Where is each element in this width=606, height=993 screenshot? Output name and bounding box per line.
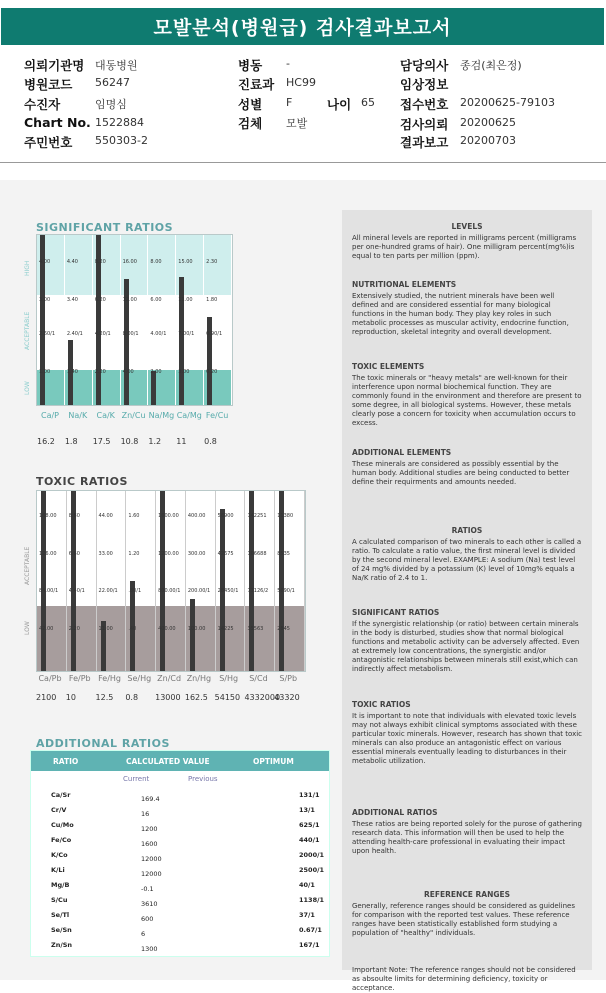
category-label: Fe/Hg xyxy=(98,674,121,683)
value-label: 0.8 xyxy=(125,693,139,702)
current-value: 1600 xyxy=(141,840,158,848)
category-label: Na/Mg xyxy=(148,411,175,420)
value-label: 4332000 xyxy=(244,693,281,702)
value-label: 1.2 xyxy=(148,437,162,446)
col-divider xyxy=(304,491,305,671)
note-body: All mineral levels are reported in milligrams percent (milligrams per one-hundred grams of hair). One milligram percent(mg%)is equal to ten parts per million (ppm). xyxy=(352,234,577,260)
doctor-value: 종검(최은정) xyxy=(460,59,522,72)
category-label: Ca/Mg xyxy=(176,411,202,420)
scale-label: 2.20 xyxy=(94,369,106,375)
note-title: REFERENCE RANGES xyxy=(423,890,511,899)
ratio-name: Se/Tl xyxy=(51,911,70,919)
current-value: 1300 xyxy=(141,945,158,953)
scale-label: 2.40/1 xyxy=(66,331,83,337)
interpretation-notes xyxy=(342,210,592,992)
scale-label: 2.00 xyxy=(150,369,162,375)
note-body: Important Note: The reference ranges should not be considered as absoulte limits for determining deficiency, toxicity or acceptance. xyxy=(352,966,576,992)
additional-table-header xyxy=(31,751,329,771)
note-body: If the synergistic relationship (or ratio) between certain minerals in the body is disturbed, studies show that normal biological functions and metabolic activity can be adversely affected. Even at extremely low concentrations, the synergistic and/or antagonistic relationships between minerals still exist,which can indirectly affect metabolism. xyxy=(352,620,580,673)
scale-label: 6.00 xyxy=(150,297,162,303)
axis-acceptable-label: ACCEPTABLE xyxy=(24,311,31,350)
hospital-label: 의뢰기관명 xyxy=(24,58,85,73)
col-divider xyxy=(92,235,93,405)
toxic-axis-low-label: LOW xyxy=(24,621,31,635)
value-label: 11 xyxy=(176,437,187,446)
category-label: Ca/Pb xyxy=(38,674,62,683)
note-title: SIGNIFICANT RATIOS xyxy=(352,608,440,617)
scale-label: 6.20 xyxy=(94,297,106,303)
note-title: NUTRITIONAL ELEMENTS xyxy=(352,280,457,289)
resident-label: 주민번호 xyxy=(24,135,73,150)
sex-value: F xyxy=(286,96,293,109)
optimum-value: 2500/1 xyxy=(299,866,324,874)
col-divider xyxy=(64,235,65,405)
col-divider xyxy=(66,491,67,671)
ratio-bar xyxy=(190,599,195,671)
scale-label: 168.00 xyxy=(39,513,57,519)
resident-value: 550303-2 xyxy=(95,134,148,147)
note-body: It is important to note that individuals with elevated toxic levels may not always exhibit clinical symptoms associated with these particular toxic minerals. However, research has shown that toxic minerals can also produce an antagonistic effect on various essential minerals eventually leading to disturbances in their metabolic utilization. xyxy=(352,712,583,765)
optimum-value: 37/1 xyxy=(299,911,315,919)
value-label: 10 xyxy=(65,693,76,702)
scale-label: 16.00 xyxy=(122,259,137,265)
current-value: 12000 xyxy=(141,870,162,878)
ward-value: - xyxy=(286,57,290,70)
scale-label: 42.00 xyxy=(39,626,54,632)
clinical-label: 임상정보 xyxy=(400,77,449,92)
collector-label: 수진자 xyxy=(24,97,61,112)
dept-label: 진료과 xyxy=(238,77,275,92)
scale-label: 106688 xyxy=(247,551,267,557)
axis-low-label: LOW xyxy=(24,381,31,395)
note-title: ADDITIONAL RATIOS xyxy=(352,808,438,817)
scale-label: 0.90/1 xyxy=(206,331,223,337)
toxic-ratios-title: TOXIC RATIOS xyxy=(36,475,128,488)
collector-value: 임명심 xyxy=(95,98,127,111)
band-low xyxy=(37,606,305,671)
ratio-name: Cr/V xyxy=(51,806,67,814)
ratio-bar xyxy=(151,371,156,405)
scale-label: 8535 xyxy=(277,551,290,557)
col-divider xyxy=(274,491,275,671)
value-label: 17.5 xyxy=(92,437,111,446)
significant-ratios-chart xyxy=(36,234,233,406)
category-label: S/Hg xyxy=(219,674,239,683)
scale-label: 2.20 xyxy=(68,626,80,632)
scale-label: 8.80 xyxy=(68,513,80,519)
scale-label: 142251 xyxy=(247,513,267,519)
ratio-name: Cu/Mo xyxy=(51,821,74,829)
sample-value: 모발 xyxy=(286,117,308,130)
scale-label: 14225 xyxy=(217,626,234,632)
scale-label: 4.00 xyxy=(122,369,134,375)
col-divider xyxy=(231,235,232,405)
scale-label: 15.00 xyxy=(178,259,193,265)
chart-value: 1522884 xyxy=(95,116,144,129)
scale-label: 35563 xyxy=(247,626,264,632)
ratio-name: K/Co xyxy=(51,851,68,859)
optimum-value: 167/1 xyxy=(299,941,320,949)
scale-label: 33.00 xyxy=(98,551,113,557)
category-label: Fe/Pb xyxy=(68,674,91,683)
scale-label: 1600.00 xyxy=(158,513,179,519)
note-title: TOXIC RATIOS xyxy=(352,700,411,709)
ratio-header: RATIO xyxy=(53,757,79,766)
calculated-header: CALCULATED VALUE xyxy=(126,757,210,766)
scale-label: 5690/1 xyxy=(277,588,295,594)
value-label: 10.8 xyxy=(120,437,139,446)
scale-label: 1200.00 xyxy=(158,551,179,557)
category-label: Fe/Cu xyxy=(205,411,229,420)
scale-label: 3.00 xyxy=(39,297,51,303)
additional-ratios-title: ADDITIONAL RATIOS xyxy=(36,737,170,750)
value-label: 162.5 xyxy=(184,693,208,702)
optimum-value: 40/1 xyxy=(299,881,315,889)
current-value: 169.4 xyxy=(141,795,160,803)
category-label: Ca/K xyxy=(96,411,115,420)
hospital-value: 대동병원 xyxy=(95,59,138,72)
scale-label: 12.00 xyxy=(122,297,137,303)
value-label: 13000 xyxy=(155,693,181,702)
scale-label: 8.20 xyxy=(94,259,106,265)
col-divider xyxy=(185,491,186,671)
col-divider xyxy=(120,235,121,405)
col-divider xyxy=(175,235,176,405)
optimum-value: 0.67/1 xyxy=(299,926,322,934)
scale-label: 28450/1 xyxy=(217,588,239,594)
age-label: 나이 xyxy=(327,97,352,112)
current-value: 16 xyxy=(141,810,150,818)
scale-label: 84.00/1 xyxy=(39,588,59,594)
col-divider xyxy=(96,491,97,671)
note-body: These ratios are being reported solely for the purose of gathering research data. This information will then be used to help the attending health-care professional in evaluating their impact upon health. xyxy=(352,820,582,855)
note-body: The toxic minerals or "heavy metals" are well-known for their interference upon normal biochemical function. They are commonly found in the environment and therefore are present to some degree, in all biological systems. However, these metals clearly pose a concern for toxicity when accumulation occurs to excess. xyxy=(352,374,582,427)
scale-label: 44.00 xyxy=(98,513,113,519)
optimum-value: 625/1 xyxy=(299,821,320,829)
significant-ratios-title: SIGNIFICANT RATIOS xyxy=(36,221,174,234)
ratio-name: K/Li xyxy=(51,866,65,874)
category-label: Se/Hg xyxy=(127,674,152,683)
scale-label: 2.60/1 xyxy=(39,331,55,337)
col-divider xyxy=(125,491,126,671)
report-title: 모발분석(병원급) 검사결과보고서 xyxy=(1,8,604,45)
value-label: 16.2 xyxy=(37,437,55,446)
ratio-name: Se/Sn xyxy=(51,926,72,934)
col-divider xyxy=(215,491,216,671)
scale-label: 1.40 xyxy=(66,369,78,375)
scale-label: 100.00 xyxy=(187,626,206,632)
previous-subheader: Previous xyxy=(188,775,218,783)
scale-label: 4.40 xyxy=(66,259,78,265)
current-value: 12000 xyxy=(141,855,162,863)
receipt-label: 접수번호 xyxy=(400,97,449,112)
value-label: 12.5 xyxy=(95,693,114,702)
scale-label: .80/1 xyxy=(128,588,142,594)
scale-label: 11.00 xyxy=(98,626,113,632)
scale-label: 3.40 xyxy=(66,297,78,303)
optimum-value: 2000/1 xyxy=(299,851,324,859)
category-label: Na/K xyxy=(68,411,88,420)
header-divider xyxy=(0,162,606,163)
scale-label: 800.00/1 xyxy=(158,588,181,594)
current-subheader: Current xyxy=(123,775,150,783)
category-label: S/Cd xyxy=(249,674,268,683)
scale-label: 3.00 xyxy=(178,369,190,375)
ratio-name: S/Cu xyxy=(51,896,68,904)
scale-label: 6.60 xyxy=(68,551,80,557)
scale-label: 0.20 xyxy=(206,369,218,375)
scale-label: 300.00 xyxy=(187,551,206,557)
col-divider xyxy=(203,235,204,405)
ratio-name: Zn/Sn xyxy=(51,941,73,949)
axis-high-label: HIGH xyxy=(24,260,31,276)
note-title: LEVELS xyxy=(451,222,483,231)
current-value: 6 xyxy=(141,930,146,938)
doctor-label: 담당의사 xyxy=(400,58,449,73)
code-label: 병원코드 xyxy=(24,77,73,92)
note-title: RATIOS xyxy=(451,526,483,535)
scale-label: 7.00/1 xyxy=(178,331,195,337)
current-value: 600 xyxy=(141,915,154,923)
report-date-value: 20200703 xyxy=(460,134,516,147)
scale-label: .40 xyxy=(128,626,137,632)
scale-label: 22.00/1 xyxy=(98,588,118,594)
category-label: Zn/Cd xyxy=(157,674,182,683)
optimum-header: OPTIMUM xyxy=(253,757,294,766)
scale-label: 400.00 xyxy=(158,626,176,632)
scale-label: 42675 xyxy=(217,551,234,557)
value-label: 0.8 xyxy=(204,437,217,446)
category-label: Zn/Cu xyxy=(121,411,146,420)
scale-label: 1.80 xyxy=(206,297,218,303)
report-header xyxy=(0,50,606,160)
current-value: 3610 xyxy=(141,900,158,908)
ratio-name: Ca/Sr xyxy=(51,791,71,799)
scale-label: 1.20 xyxy=(128,551,140,557)
scale-label: 71126/2 xyxy=(247,588,269,594)
additional-ratios-table xyxy=(30,750,330,957)
sample-label: 검체 xyxy=(238,116,263,131)
receipt-value: 20200625-79103 xyxy=(460,96,555,109)
scale-label: 4.00/1 xyxy=(150,331,167,337)
scale-label: 4.20/1 xyxy=(94,331,111,337)
note-body: These minerals are considered as possibly essential by the human body. Additional studies are being conducted to better define their requirments and amounts needed. xyxy=(352,460,570,486)
note-body: Generally, reference ranges should be considered as guidelines for comparison with the reported test values. These reference ranges have been statistically established form studying a population of "healthy" individuals. xyxy=(352,902,576,937)
scale-label: 8.00 xyxy=(150,259,162,265)
scale-label: 2845 xyxy=(277,626,290,632)
toxic-ratios-chart xyxy=(36,490,306,672)
sex-label: 성별 xyxy=(238,97,263,112)
value-label: 43320 xyxy=(274,693,300,702)
col-divider xyxy=(147,235,148,405)
dept-value: HC99 xyxy=(286,76,316,89)
scale-label: 200.00/1 xyxy=(187,588,211,594)
col-divider xyxy=(155,491,156,671)
scale-label: 4.00 xyxy=(39,259,51,265)
optimum-value: 131/1 xyxy=(299,791,320,799)
category-label: Ca/P xyxy=(40,411,59,420)
optimum-value: 1138/1 xyxy=(299,896,324,904)
value-label: 2100 xyxy=(36,693,57,702)
chart-label: Chart No. xyxy=(24,115,91,130)
col-divider xyxy=(244,491,245,671)
category-label: S/Pb xyxy=(279,674,298,683)
request-value: 20200625 xyxy=(460,116,516,129)
scale-label: 1.60 xyxy=(128,513,140,519)
scale-label: 2.30 xyxy=(206,259,218,265)
scale-label: 11.00 xyxy=(178,297,193,303)
optimum-value: 13/1 xyxy=(299,806,315,814)
scale-label: 400.00 xyxy=(187,513,206,519)
scale-label: 11380 xyxy=(277,513,294,519)
ward-label: 병동 xyxy=(238,58,263,73)
optimum-value: 440/1 xyxy=(299,836,320,844)
scale-label: 126.00 xyxy=(39,551,57,557)
current-value: 1200 xyxy=(141,825,158,833)
value-label: 1.8 xyxy=(64,437,78,446)
value-label: 54150 xyxy=(214,693,241,702)
scale-label: 8.00/1 xyxy=(122,331,139,337)
note-title: ADDITIONAL ELEMENTS xyxy=(352,448,452,457)
scale-label: 56900 xyxy=(217,513,234,519)
note-title: TOXIC ELEMENTS xyxy=(352,362,425,371)
ratio-name: Fe/Co xyxy=(51,836,72,844)
scale-label: 1.00 xyxy=(39,369,51,375)
current-value: -0.1 xyxy=(141,885,154,893)
report-date-label: 결과보고 xyxy=(400,135,449,150)
category-label: Zn/Hg xyxy=(186,674,212,683)
code-value: 56247 xyxy=(95,76,130,89)
request-label: 검사의뢰 xyxy=(400,117,449,132)
scale-label: 4.40/1 xyxy=(68,588,85,594)
ratio-name: Mg/B xyxy=(51,881,70,889)
note-body: A calculated comparison of two minerals to each other is called a ratio. To calculate a ratio value, the first mineral level is divided by the second mineral level. EXAMPLE: A sodium (Na) test level of 24 mg% divided by a potassium (K) level of 10mg% equals a Na/K ratio of 2.4 to 1. xyxy=(352,538,582,582)
note-body: Extensively studied, the nutrient minerals have been well defined and are considered essential for many biological functions in the human body. They play key roles in such metabolic processes as muscular activity, endocrine function, reproduction, skeletal integrity and overall development. xyxy=(352,292,569,336)
age-value: 65 xyxy=(361,96,375,109)
toxic-axis-acceptable-label: ACCEPTABLE xyxy=(24,546,31,585)
